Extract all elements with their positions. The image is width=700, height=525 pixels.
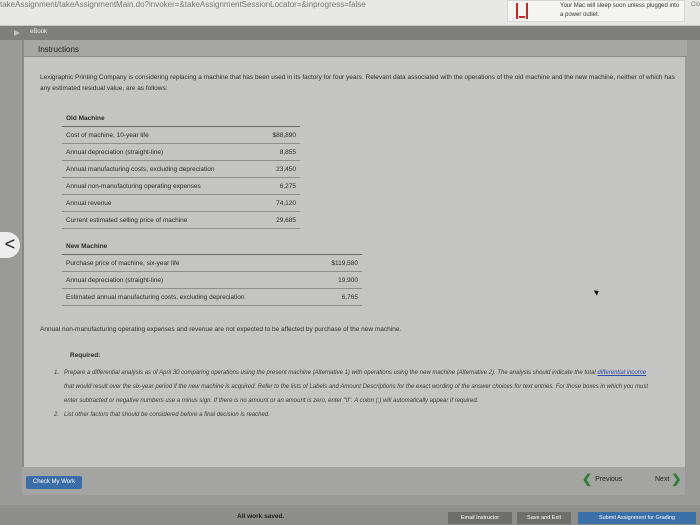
requirements-list xyxy=(54,366,654,422)
ebook-bar[interactable] xyxy=(0,26,700,40)
row-label: Annual manufacturing costs, excluding depreciation xyxy=(66,166,215,173)
differential-income-link[interactable]: differential income xyxy=(597,370,647,376)
row-value: 23,450 xyxy=(276,166,296,173)
save-and-exit-button[interactable]: Save and Exit xyxy=(517,512,571,524)
table-row xyxy=(62,144,300,161)
table-row xyxy=(62,255,362,272)
required-heading: Required: xyxy=(70,352,101,359)
row-value: 74,120 xyxy=(276,200,296,207)
row-label: Current estimated selling price of machine xyxy=(66,217,188,224)
req1-text-b: that would result over the six-year period if the new machine is acquired. Refer to the lists of Labels and Amount Descriptions for the exact wording of the answer choices for text entries. For those boxes in which you must enter subtracted or negative numbers use a minus sign. If there is no amount or an amount is zero, enter "0". A colon (:) will automatically appear if required. xyxy=(64,384,649,404)
new-machine-table xyxy=(62,243,362,306)
requirement-1 xyxy=(54,366,654,408)
next-label: Next xyxy=(655,476,670,483)
row-label: Annual depreciation (straight-line) xyxy=(66,149,164,156)
save-status: All work saved. xyxy=(237,513,285,520)
mouse-cursor-icon xyxy=(594,288,600,295)
old-machine-title: Old Machine xyxy=(62,115,300,127)
row-label: Annual non-manufacturing operating expenses xyxy=(66,183,201,190)
requirement-2 xyxy=(54,408,654,422)
email-instructor-button[interactable]: Email Instructor xyxy=(448,512,512,524)
row-label: Purchase price of machine, six-year life xyxy=(66,260,180,267)
row-value: 6,765 xyxy=(341,294,358,301)
table-row xyxy=(62,178,300,195)
table-row xyxy=(62,161,300,178)
row-label: Annual depreciation (straight-line) xyxy=(66,277,164,284)
req-number: 1. xyxy=(54,370,60,376)
close-fragment[interactable]: Clo xyxy=(690,2,700,8)
status-bar xyxy=(0,505,700,525)
bottom-nav-bar xyxy=(22,467,685,495)
sleep-notification[interactable] xyxy=(507,0,685,22)
notification-text: Your Mac will sleep soon unless plugged into a power outlet. xyxy=(560,3,680,18)
req2-text: List other factors that should be considered before a final decision is reached. xyxy=(64,412,270,418)
next-button[interactable] xyxy=(655,472,681,486)
table-row xyxy=(62,127,300,144)
row-label: Estimated annual manufacturing costs, excluding depreciation xyxy=(66,294,245,301)
row-value: 19,900 xyxy=(338,277,358,284)
chevron-right-icon: ❯ xyxy=(671,472,682,486)
table-row xyxy=(62,212,300,229)
old-machine-table xyxy=(62,115,300,229)
new-machine-title: New Machine xyxy=(62,243,362,255)
url-fragment: takeAssignment/takeAssignmentMain.do?invoker=&takeAssignmentSessionLocator=&inprogress=false xyxy=(0,0,366,9)
instructions-panel xyxy=(22,40,685,470)
instructions-header: Instructions xyxy=(24,40,687,57)
browser-top-bar xyxy=(0,0,700,26)
table-row xyxy=(62,272,362,289)
row-value: 29,685 xyxy=(276,217,296,224)
table-row xyxy=(62,289,362,306)
submit-assignment-button[interactable]: Submit Assignment for Grading xyxy=(578,512,696,524)
footnote: Annual non-manufacturing operating expenses and revenue are not expected to be affected by purchase of the new machine. xyxy=(40,326,402,333)
previous-label: Previous xyxy=(595,476,623,483)
back-arrow-button[interactable]: < xyxy=(0,232,20,258)
check-my-work-button[interactable]: Check My Work xyxy=(26,476,82,489)
table-row xyxy=(62,195,300,212)
previous-button[interactable] xyxy=(582,472,622,486)
expand-arrow-icon xyxy=(14,30,20,36)
req1-text-a: Prepare a differential analysis as of April 30 comparing operations using the present machine (Alternative 1) with operations using the new machine (Alternative 2). The analysis should indicate the total xyxy=(64,370,598,376)
ebook-label: eBook xyxy=(30,29,48,35)
power-warning-icon xyxy=(516,3,528,19)
row-value: 6,275 xyxy=(279,183,296,190)
chevron-left-icon: ❮ xyxy=(582,472,593,486)
row-value: $119,580 xyxy=(331,260,358,267)
row-value: 8,855 xyxy=(279,149,296,156)
row-label: Annual revenue xyxy=(66,200,112,207)
req-number: 2. xyxy=(54,412,60,418)
row-value: $88,890 xyxy=(272,132,296,139)
row-label: Cost of machine, 10-year life xyxy=(66,132,149,139)
intro-paragraph: Lexigraphic Printing Company is considering replacing a machine that has been used in its factory for four years. Relevant data associated with the operations of the old machine and the new machine, neither of which has any estimated residual value, are as follows: xyxy=(40,74,675,92)
